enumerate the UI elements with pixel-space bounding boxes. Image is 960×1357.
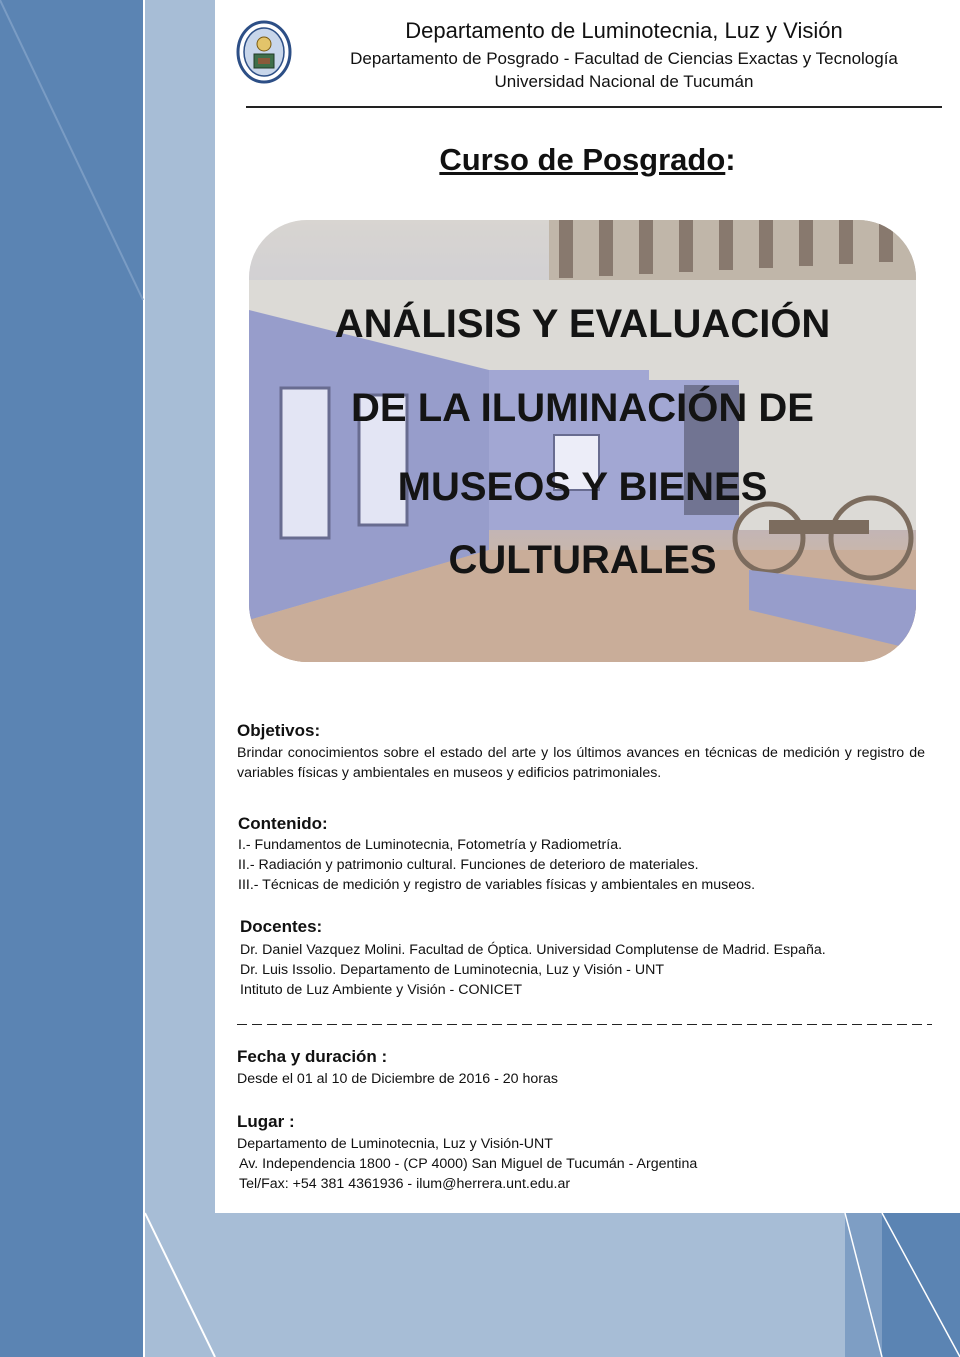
- university-seal-logo: [236, 20, 292, 84]
- bottom-right-band-mid: [845, 1213, 882, 1357]
- course-title-line-1: ANÁLISIS Y EVALUACIÓN: [334, 302, 831, 346]
- list-item: Departamento de Luminotecnia, Luz y Visión-UNT: [237, 1136, 553, 1152]
- left-band-light: [145, 0, 215, 1357]
- course-type-heading: [215, 142, 960, 178]
- course-type-label: Curso de Posgrado: [439, 142, 726, 177]
- contact-info: Tel/Fax: +54 381 4361936 - ilum@herrera.unt.edu.ar: [239, 1176, 571, 1192]
- header-divider: [246, 106, 942, 108]
- docentes-heading: Docentes:: [240, 917, 323, 936]
- dashed-divider: [237, 1024, 932, 1025]
- department-name: Departamento de Luminotecnia, Luz y Visión: [405, 18, 843, 43]
- fecha-heading: Fecha y duración :: [237, 1047, 388, 1066]
- course-type-colon: :: [725, 142, 736, 177]
- contenido-list: [238, 835, 755, 895]
- docentes-list: [240, 940, 826, 1000]
- list-item: Dr. Luis Issolio. Departamento de Luminotecnia, Luz y Visión - UNT: [240, 962, 664, 978]
- lugar-list: [237, 1134, 697, 1194]
- course-title-line-4: CULTURALES: [448, 538, 717, 582]
- museum-room-illustration: [249, 220, 916, 662]
- bottom-right-band-dark: [882, 1213, 960, 1357]
- list-item: Av. Independencia 1800 - (CP 4000) San Miguel de Tucumán - Argentina: [239, 1156, 698, 1172]
- fecha-text: Desde el 01 al 10 de Diciembre de 2016 - 20 horas: [237, 1071, 558, 1087]
- course-title-line-3: MUSEOS Y BIENES: [397, 465, 768, 509]
- contenido-heading: Contenido:: [238, 814, 328, 833]
- lugar-heading: Lugar :: [237, 1112, 295, 1131]
- list-item: Dr. Daniel Vazquez Molini. Facultad de Óptica. Universidad Complutense de Madrid. España.: [240, 942, 826, 958]
- university-name: Universidad Nacional de Tucumán: [494, 72, 754, 91]
- list-item: II.- Radiación y patrimonio cultural. Funciones de deterioro de materiales.: [238, 857, 699, 873]
- list-item: I.- Fundamentos de Luminotecnia, Fotometría y Radiometría.: [238, 837, 623, 853]
- left-band-dark: [0, 0, 143, 1357]
- course-title-line-2: DE LA ILUMINACIÓN DE: [351, 386, 814, 430]
- list-item: III.- Técnicas de medición y registro de variables físicas y ambientales en museos.: [238, 877, 756, 893]
- objetivos-text: Brindar conocimientos sobre el estado del arte y los últimos avances en técnicas de medición y registro de variables físicas y ambientales en museos y edificios patrimoniales.: [237, 745, 925, 781]
- list-item: Intituto de Luz Ambiente y Visión - CONICET: [240, 982, 523, 998]
- museum-hero-image: [249, 220, 916, 662]
- faculty-name: Departamento de Posgrado - Facultad de Ciencias Exactas y Tecnología: [350, 49, 898, 68]
- objetivos-heading: Objetivos:: [237, 721, 321, 740]
